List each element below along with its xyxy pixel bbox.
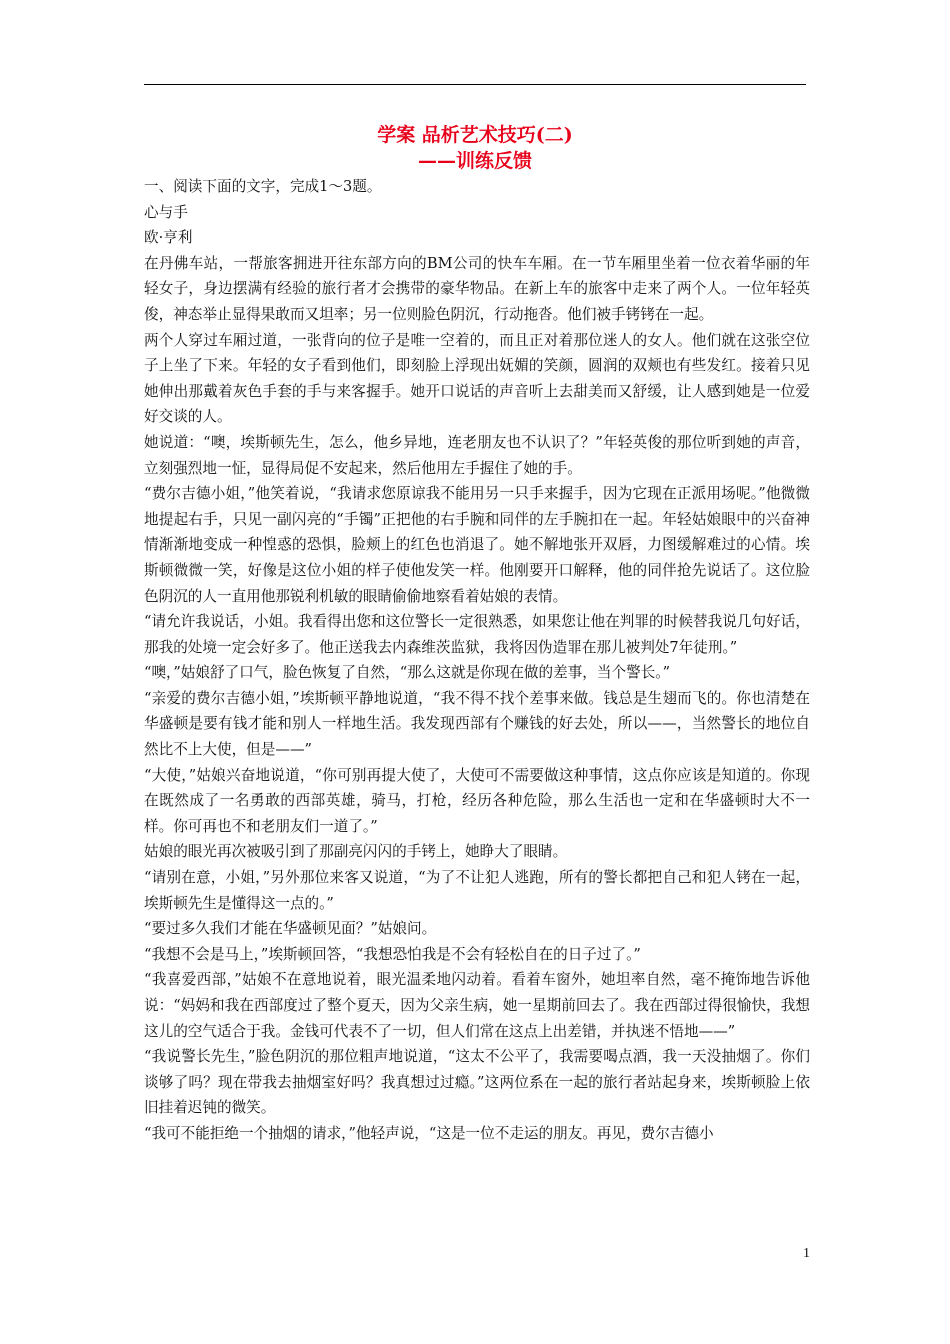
paragraph: “噢，”姑娘舒了口气，脸色恢复了自然，“那么这就是你现在做的差事，当个警长。” — [144, 664, 671, 682]
paragraph: 姑娘的眼光再次被吸引到了那副亮闪闪的手铐上，她睁大了眼睛。 — [144, 843, 568, 861]
paragraph: “要过多久我们才能在华盛顿见面？”姑娘问。 — [144, 920, 437, 938]
paragraph: “我可不能拒绝一个抽烟的请求，”他轻声说，“这是一位不走运的朋友。再见，费尔吉德小 — [144, 1124, 714, 1142]
paragraph: 她说道：“噢，埃斯顿先生，怎么，他乡异地，连老朋友也不认识了？”年轻英俊的那位听到她的声音，立刻强烈地一怔，显得局促不安起来，然后他用左手握住了她的手。 — [144, 433, 810, 477]
paragraph: “亲爱的费尔吉德小姐，”埃斯顿平静地说道，“我不得不找个差事来做。钱总是生翅而飞的。你也清楚在华盛顿是要有钱才能和别人一样地生活。我发现西部有个赚钱的好去处，所以——，当然警长的地位自然比不上大使，但是——” — [144, 689, 810, 759]
paragraph: “请别在意，小姐，”另外那位来客又说道，“为了不让犯人逃跑，所有的警长都把自己和犯人铐在一起，埃斯顿先生是懂得这一点的。” — [144, 869, 810, 912]
title-block — [144, 122, 806, 174]
page-title: 学案 品析艺术技巧(二) — [377, 124, 573, 146]
story-author: 欧·亨利 — [144, 229, 193, 247]
header-rule — [144, 84, 806, 85]
paragraph: 在丹佛车站，一帮旅客拥进开往东部方向的BM公司的快车车厢。在一节车厢里坐着一位衣着华丽的年轻女子，身边摆满有经验的旅行者才会携带的豪华物品。在新上车的旅客中走来了两个人。一位年轻英俊，神态举止显得果敢而又坦率；另一位则脸色阴沉，行动拖沓。他们被手铐铐在一起。 — [144, 254, 810, 323]
paragraph: “大使，”姑娘兴奋地说道，“你可别再提大使了，大使可不需要做这种事情，这点你应该是知道的。你现在既然成了一名勇敢的西部英雄，骑马，打枪，经历各种危险，那么生活也一定和在华盛顿时大不一样。你可再也不和老朋友们一道了。” — [144, 766, 810, 835]
paragraph: “我想不会是马上，”埃斯顿回答，“我想恐怕我是不会有轻松自在的日子过了。” — [144, 945, 641, 963]
paragraph: “我说警长先生，”脸色阴沉的那位粗声地说道，“这太不公平了，我需要喝点酒，我一天没抽烟了。你们谈够了吗？现在带我去抽烟室好吗？我真想过过瘾。”这两位系在一起的旅行者站起身来，埃斯顿脸上依旧挂着迟钝的微笑。 — [144, 1048, 810, 1117]
story-title: 心与手 — [144, 203, 188, 221]
paragraph: “请允许我说话，小姐。我看得出您和这位警长一定很熟悉，如果您让他在判罪的时候替我说几句好话，那我的处境一定会好多了。他正送我去内森维茨监狱，我将因伪造罪在那儿被判处7年徒刑。” — [144, 613, 810, 656]
page-number: 1 — [803, 1246, 810, 1261]
paragraph: “费尔吉德小姐，”他笑着说，“我请求您原谅我不能用另一只手来握手，因为它现在正派用场呢。”他微微地提起右手，只见一副闪亮的“手镯”正把他的右手腕和同伴的左手腕扣在一起。年轻姑娘眼中的兴奋神情渐渐地变成一种惶惑的恐惧，脸颊上的红色也消退了。她不解地张开双唇，力图缓解难过的心情。埃斯顿微微一笑，好像是这位小姐的样子使他发笑一样。他刚要开口解释，他的同伴抢先说话了。这位脸色阴沉的人一直用他那锐利机敏的眼睛偷偷地察看着姑娘的表情。 — [144, 485, 810, 605]
paragraph: 两个人穿过车厢过道，一张背向的位子是唯一空着的，而且正对着那位迷人的女人。他们就在这张空位子上坐了下来。年轻的女子看到他们，即刻脸上浮现出妩媚的笑颜，圆润的双颊也有些发红。接着只见她伸出那戴着灰色手套的手与来客握手。她开口说话的声音听上去甜美而又舒缓，让人感到她是一位爱好交谈的人。 — [144, 331, 810, 426]
instruction-paragraph: 一、阅读下面的文字，完成1～3题。 — [144, 178, 382, 195]
paragraph: “我喜爱西部，”姑娘不在意地说着，眼光温柔地闪动着。看着车窗外，她坦率自然，毫不掩饰地告诉他说：“妈妈和我在西部度过了整个夏天，因为父亲生病，她一星期前回去了。我在西部过得很愉快，我想这儿的空气适合于我。金钱可代表不了一切，但人们常在这点上出差错，并执迷不悟地——” — [144, 971, 810, 1040]
page-subtitle: ——训练反馈 — [417, 150, 532, 172]
document-body — [144, 174, 810, 1147]
